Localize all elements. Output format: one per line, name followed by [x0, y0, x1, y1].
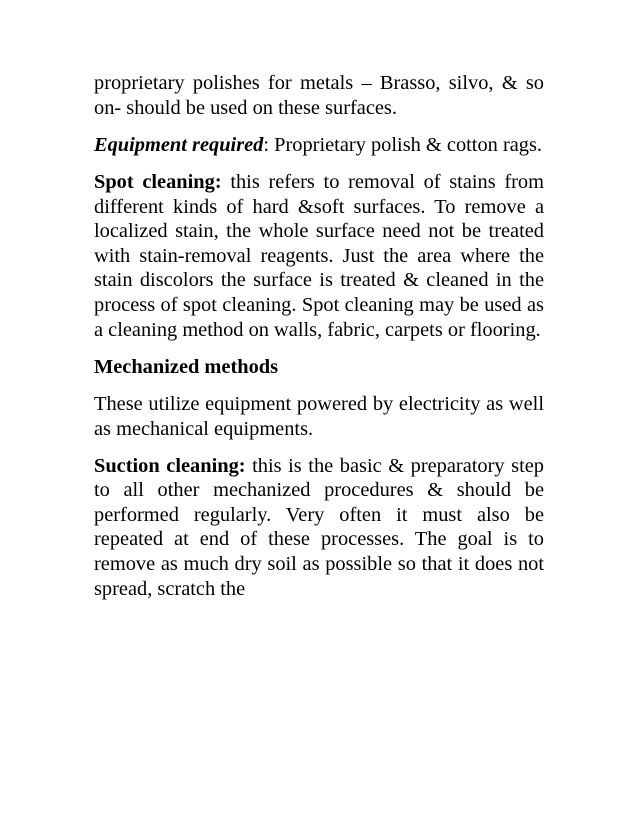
paragraph-text: this refers to removal of stains from different kinds of hard &soft surfaces. To remove a localized stain, the whole surface need not be treated with stain-removal reagents. Just the area where the stain discolors the surface is treated & cleaned in the process of spot cleaning. Spot cleaning may be used as a cleaning method on walls, fabric, carpets or flooring.: [94, 170, 544, 341]
paragraph-mechanized-intro: [94, 392, 544, 441]
suction-cleaning-term: Suction cleaning:: [94, 454, 246, 477]
paragraph-text: Proprietary polish & cotton rags.: [269, 133, 543, 156]
paragraph-text: this is the basic & preparatory step to all other mechanized procedures & should be performed regularly. Very often it must also be repeated at end of these processes. The goal is to remove as much dry soil as possible so that it does not spread, scratch the: [94, 454, 544, 600]
equipment-required-term: Equipment required: [94, 133, 264, 156]
paragraph-equipment-required: [94, 133, 544, 158]
document-page: [94, 71, 544, 614]
paragraph-text: These utilize equipment powered by electricity as well as mechanical equipments.: [94, 392, 544, 440]
paragraph-metal-polishes: [94, 71, 544, 120]
spot-cleaning-term: Spot cleaning:: [94, 170, 222, 193]
paragraph-text: proprietary polishes for metals – Brasso, silvo, & so on- should be used on these surfaces.: [94, 72, 544, 119]
term-colon: :: [263, 133, 270, 156]
paragraph-suction-cleaning: [94, 454, 544, 602]
section-heading: Mechanized methods: [94, 355, 279, 378]
paragraph-spot-cleaning: [94, 170, 544, 342]
